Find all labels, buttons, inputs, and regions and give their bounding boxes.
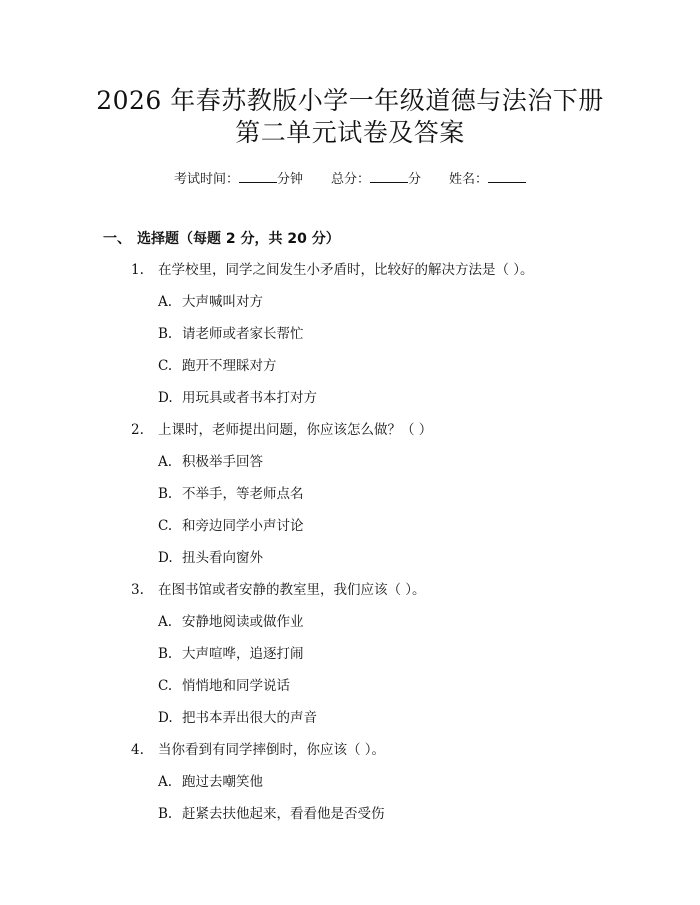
option-1b <box>158 324 304 344</box>
question-4 <box>131 740 385 760</box>
option-2b <box>158 484 304 504</box>
option-text: 赶紧去扶他起来，看看他是否受伤 <box>182 806 385 822</box>
question-1 <box>131 260 534 280</box>
option-4b <box>158 804 385 824</box>
section-title: 选择题（每题 2 分，共 20 分） <box>137 231 340 247</box>
option-text: 扭头看向窗外 <box>182 550 263 566</box>
option-letter: B. <box>158 486 173 502</box>
option-letter: A. <box>158 614 173 630</box>
option-text: 安静地阅读或做作业 <box>182 614 304 630</box>
option-letter: C. <box>158 358 173 374</box>
option-text: 请老师或者家长帮忙 <box>182 326 304 342</box>
option-text: 积极举手回答 <box>182 454 263 470</box>
time-unit: 分钟 <box>276 172 303 187</box>
name-blank <box>488 168 526 183</box>
question-text: 在图书馆或者安静的教室里，我们应该（ ）。 <box>158 582 426 598</box>
section-heading <box>103 229 340 249</box>
name-label: 姓名： <box>449 172 489 187</box>
option-text: 不举手，等老师点名 <box>182 486 304 502</box>
option-letter: B. <box>158 806 173 822</box>
question-number: 3. <box>131 582 144 598</box>
option-letter: B. <box>158 326 173 342</box>
option-3a <box>158 612 304 632</box>
option-text: 把书本弄出很大的声音 <box>182 710 317 726</box>
score-blank <box>370 168 408 183</box>
question-number: 2. <box>131 422 144 438</box>
option-1c <box>158 356 277 376</box>
option-text: 跑过去嘲笑他 <box>182 774 263 790</box>
option-2c <box>158 516 304 536</box>
option-2a <box>158 452 263 472</box>
question-text: 在学校里，同学之间发生小矛盾时，比较好的解决方法是（ ）。 <box>158 262 534 278</box>
question-2 <box>131 420 432 440</box>
page-title-line-1: 2026 年春苏教版小学一年级道德与法治下册 <box>96 86 604 115</box>
option-3c <box>158 676 290 696</box>
option-3d <box>158 708 317 728</box>
option-text: 大声喊叫对方 <box>182 294 263 310</box>
option-4a <box>158 772 263 792</box>
option-2d <box>158 548 263 568</box>
option-text: 跑开不理睬对方 <box>182 358 277 374</box>
option-1a <box>158 292 263 312</box>
option-letter: C. <box>158 518 173 534</box>
page-title-line-2: 第二单元试卷及答案 <box>235 118 465 147</box>
option-text: 大声喧哗，追逐打闹 <box>182 646 304 662</box>
option-3b <box>158 644 304 664</box>
exam-meta <box>0 168 700 190</box>
score-unit: 分 <box>408 172 422 187</box>
option-text: 用玩具或者书本打对方 <box>182 390 317 406</box>
section-number: 一、 <box>103 231 131 247</box>
option-letter: C. <box>158 678 173 694</box>
option-letter: D. <box>158 550 173 566</box>
question-number: 4. <box>131 742 144 758</box>
question-text: 当你看到有同学摔倒时，你应该（ ）。 <box>158 742 386 758</box>
option-letter: A. <box>158 294 173 310</box>
score-label: 总分： <box>330 172 370 187</box>
question-3 <box>131 580 426 600</box>
option-letter: B. <box>158 646 173 662</box>
option-text: 和旁边同学小声讨论 <box>182 518 304 534</box>
option-text: 悄悄地和同学说话 <box>182 678 290 694</box>
question-number: 1. <box>131 262 144 278</box>
option-letter: D. <box>158 390 173 406</box>
option-letter: A. <box>158 454 173 470</box>
question-text: 上课时，老师提出问题，你应该怎么做？（ ） <box>158 422 433 438</box>
option-letter: D. <box>158 710 173 726</box>
time-label: 考试时间： <box>173 172 239 187</box>
option-1d <box>158 388 317 408</box>
option-letter: A. <box>158 774 173 790</box>
time-blank <box>239 168 277 183</box>
